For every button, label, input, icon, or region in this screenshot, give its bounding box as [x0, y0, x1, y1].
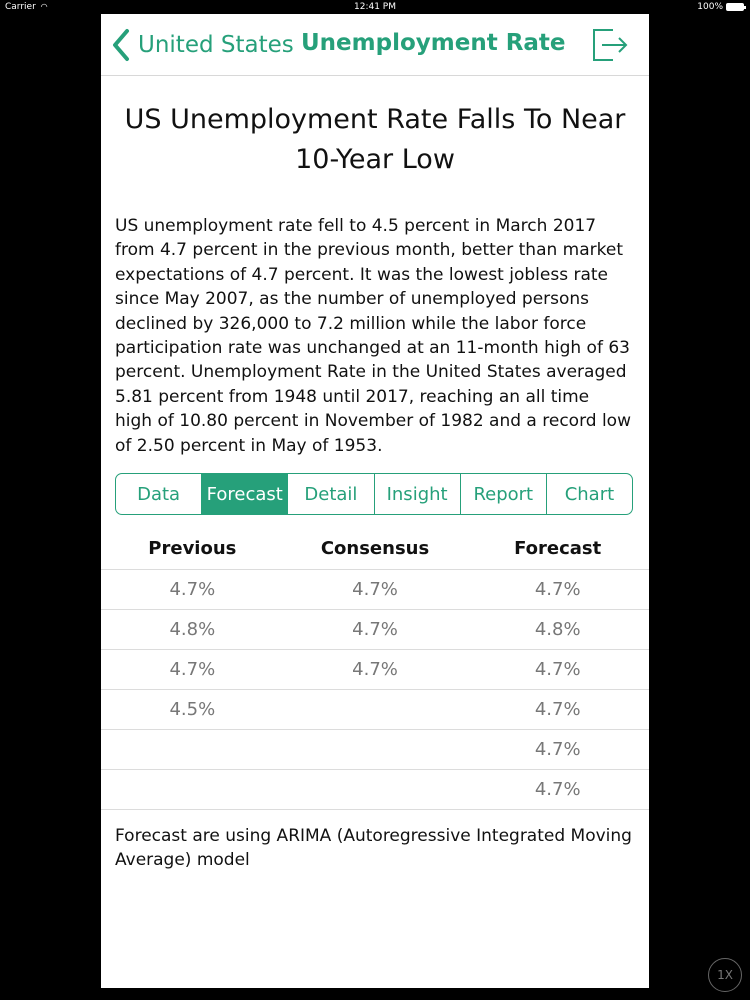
- cell-previous: 4.7%: [169, 579, 216, 600]
- column-header-consensus: Consensus: [320, 538, 430, 559]
- cell-forecast: 4.8%: [534, 619, 581, 640]
- speed-badge[interactable]: 1X: [708, 958, 742, 992]
- cell-previous: [101, 730, 284, 769]
- table-row: [101, 610, 649, 650]
- table-row: [101, 690, 649, 730]
- cell-consensus: [284, 730, 467, 769]
- article-headline: US Unemployment Rate Falls To Near 10-Year Low: [124, 104, 626, 175]
- cell-previous: 4.7%: [169, 659, 216, 680]
- table-row: [101, 650, 649, 690]
- column-header-previous: Previous: [148, 538, 237, 559]
- article-body: US unemployment rate fell to 4.5 percent in March 2017 from 4.7 percent in the previous month, better than market expectations of 4.7 percent. It was the lowest jobless rate since May 2007, as the number of unemployed persons declined by 326,000 to 7.2 million while the labor force participation rate was unchanged at an 11-month high of 63 percent. Unemployment Rate in the United States averaged 5.81 percent from 1948 until 2017, reaching an all time high of 10.80 percent in November of 1982 and a record low of 2.50 percent in May of 1953.: [115, 216, 631, 456]
- cell-previous: 4.8%: [169, 619, 216, 640]
- back-button[interactable]: [111, 28, 294, 62]
- cell-consensus: [284, 690, 467, 729]
- tab-report[interactable]: Report: [461, 474, 547, 514]
- page-title: Unemployment Rate: [301, 30, 566, 56]
- status-bar: [0, 0, 750, 14]
- tab-chart[interactable]: Chart: [564, 483, 615, 505]
- status-time: 12:41 PM: [354, 2, 396, 12]
- tab-insight[interactable]: Insight: [375, 474, 461, 514]
- cell-forecast: 4.7%: [534, 659, 581, 680]
- cell-consensus: 4.7%: [352, 659, 398, 680]
- column-header-forecast: Forecast: [514, 538, 602, 559]
- table-row: [101, 570, 649, 610]
- tab-data[interactable]: Data: [116, 474, 202, 514]
- battery-indicator: [697, 0, 744, 14]
- battery-icon: [726, 3, 744, 11]
- cell-forecast: 4.7%: [534, 739, 581, 760]
- battery-percent: 100%: [697, 2, 723, 12]
- chevron-left-icon: [111, 28, 131, 62]
- back-button-label: United States: [138, 32, 294, 58]
- export-icon[interactable]: [591, 26, 629, 64]
- cell-previous: 4.5%: [169, 699, 216, 720]
- cell-forecast: 4.7%: [534, 699, 581, 720]
- segmented-tabs: [115, 473, 633, 515]
- table-row: [101, 730, 649, 770]
- cell-forecast: 4.7%: [534, 579, 581, 600]
- table-row: [101, 770, 649, 810]
- cell-consensus: 4.7%: [352, 579, 398, 600]
- cell-previous: [101, 770, 284, 809]
- tab-detail[interactable]: Detail: [288, 474, 374, 514]
- forecast-table: [101, 528, 649, 810]
- cell-consensus: [284, 770, 467, 809]
- wifi-icon: ◠: [40, 2, 48, 11]
- cell-consensus: 4.7%: [352, 619, 398, 640]
- forecast-footnote: Forecast are using ARIMA (Autoregressive Integrated Moving Average) model: [115, 826, 632, 870]
- tab-forecast[interactable]: Forecast: [202, 474, 288, 514]
- cell-forecast: 4.7%: [534, 779, 581, 800]
- modal-sheet: [101, 14, 649, 988]
- table-header: [101, 528, 649, 570]
- carrier-text: Carrier: [5, 2, 36, 12]
- navigation-bar: [101, 14, 649, 76]
